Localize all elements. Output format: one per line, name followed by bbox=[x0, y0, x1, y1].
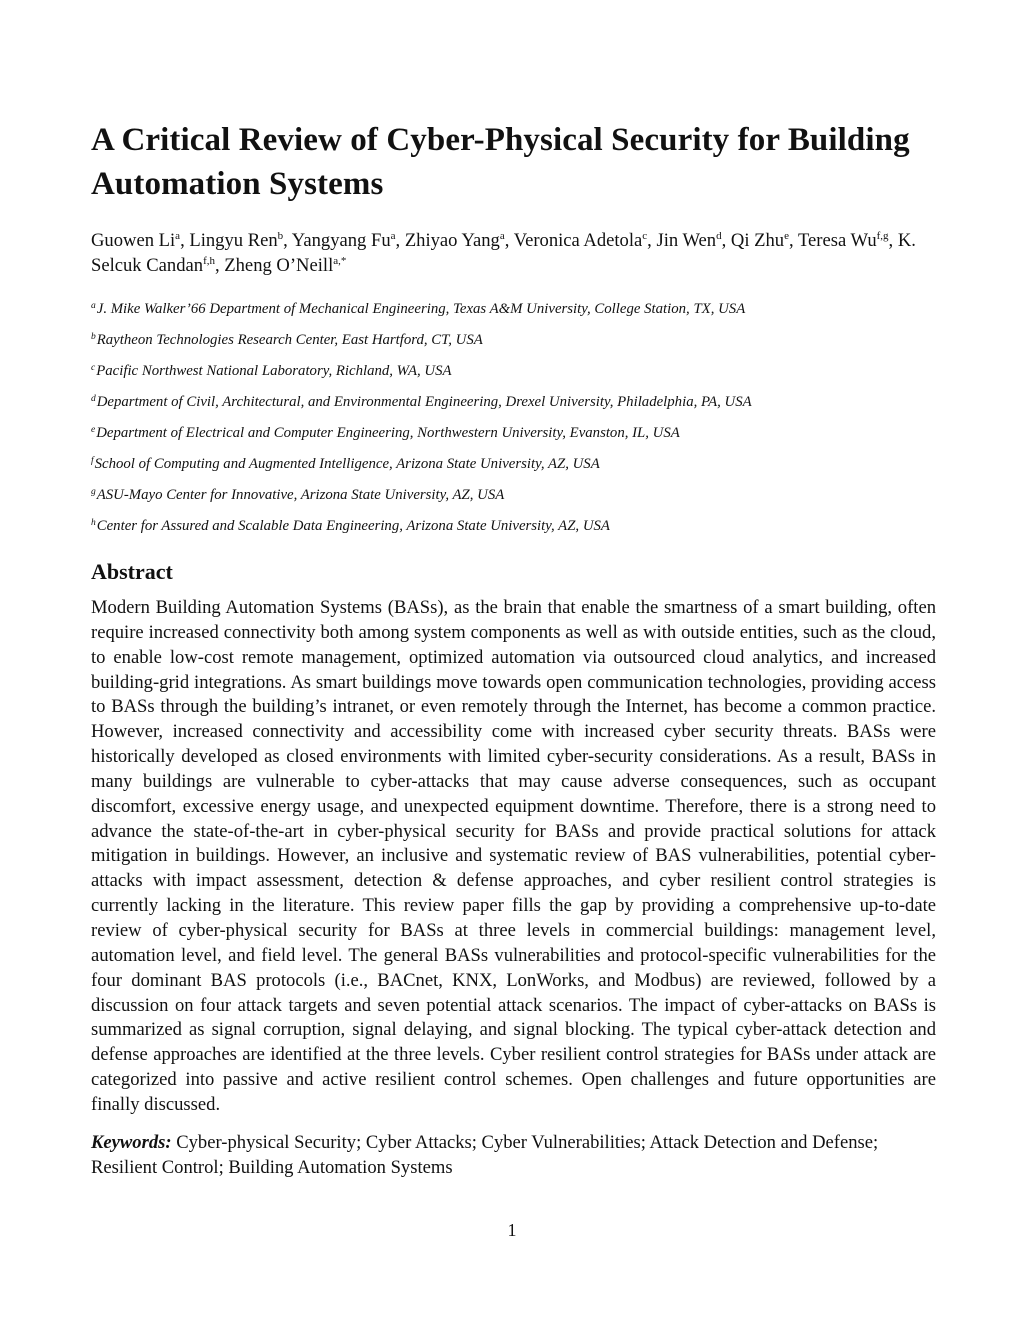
author-separator: , bbox=[788, 230, 798, 251]
author-name: Veronica Adetola bbox=[513, 230, 643, 251]
author-name: Lingyu Ren bbox=[189, 230, 278, 251]
author-affiliation-marker: f,h bbox=[203, 255, 215, 267]
affiliation-key: e bbox=[91, 425, 96, 435]
affiliation-key: h bbox=[91, 518, 96, 528]
author-list bbox=[91, 228, 936, 278]
affiliation-text: Raytheon Technologies Research Center, East Hartford, CT, USA bbox=[96, 332, 483, 348]
affiliation-text: Pacific Northwest National Laboratory, Richland, WA, USA bbox=[96, 363, 452, 379]
author-affiliation-marker: a bbox=[390, 230, 396, 242]
author-name: Yangyang Fu bbox=[291, 230, 391, 251]
affiliation-item bbox=[91, 517, 936, 548]
author-separator: , bbox=[180, 230, 190, 251]
author-separator: , bbox=[214, 255, 225, 276]
affiliation-text: School of Computing and Augmented Intelligence, Arizona State University, AZ, USA bbox=[94, 456, 600, 472]
affiliation-text: Department of Electrical and Computer Engineering, Northwestern University, Evanston, IL, USA bbox=[96, 425, 680, 441]
author bbox=[189, 230, 291, 251]
affiliation-key: b bbox=[91, 332, 96, 342]
author bbox=[514, 230, 657, 251]
affiliation-key: d bbox=[91, 394, 96, 404]
author-separator: , bbox=[647, 230, 657, 251]
author-name: Teresa Wu bbox=[797, 230, 877, 251]
author-affiliation-marker: d bbox=[716, 230, 722, 242]
affiliation-item bbox=[91, 486, 936, 517]
affiliation-item bbox=[91, 455, 936, 486]
affiliation-key: a bbox=[91, 301, 96, 311]
affiliation-key: c bbox=[91, 363, 96, 373]
author-separator: , bbox=[888, 230, 898, 251]
author-name: Qi Zhu bbox=[730, 230, 785, 251]
author-affiliation-marker: c bbox=[642, 230, 648, 242]
author-affiliation-marker: a bbox=[499, 230, 505, 242]
author bbox=[731, 230, 798, 251]
page-number: 1 bbox=[507, 1220, 517, 1240]
abstract-heading: Abstract bbox=[91, 559, 173, 584]
affiliation-item bbox=[91, 331, 936, 362]
author-separator: , bbox=[721, 230, 731, 251]
author bbox=[292, 230, 405, 251]
author-name: Zhiyao Yang bbox=[404, 230, 500, 251]
keywords-line bbox=[91, 1131, 936, 1181]
author-separator: , bbox=[283, 230, 292, 251]
affiliation-key: f bbox=[91, 456, 94, 466]
paper-page bbox=[91, 118, 936, 1180]
affiliation-item bbox=[91, 362, 936, 393]
author bbox=[656, 230, 730, 251]
author-name: Zheng O’Neill bbox=[224, 255, 334, 276]
author bbox=[405, 230, 514, 251]
affiliation-text: ASU-Mayo Center for Innovative, Arizona State University, AZ, USA bbox=[96, 487, 505, 503]
affiliation-text: Department of Civil, Architectural, and Environmental Engineering, Drexel University, Philadelphia, PA, USA bbox=[96, 394, 752, 410]
abstract-text: Modern Building Automation Systems (BASs), as the brain that enable the smartness of a smart building, often require increased connectivity both among system components as well as with outside entities, such as the cloud, to enable low-cost remote management, optimized automation via outsourced cloud analytics, and increased building-grid integrations. As smart buildings move towards open communication technologies, providing access to BASs through the building’s intranet, or even remotely through the Internet, has become a common practice. However, increased connectivity and accessibility come with increased cyber security threats. BASs were historically developed as closed environments with limited cyber-security considerations. As a result, BASs in many buildings are vulnerable to cyber-attacks that may cause adverse consequences, such as occupant discomfort, excessive energy usage, and unexpected equipment downtime. Therefore, there is a strong need to advance the state-of-the-art in cyber-physical security for BASs and provide practical solutions for attack mitigation in buildings. However, an inclusive and systematic review of BAS vulnerabilities, potential cyber-attacks with impact assessment, detection & defense approaches, and cyber resilient control strategies is currently lacking in the literature. This review paper fills the gap by providing a comprehensive up-to-date review of cyber-physical security for BASs at three levels in commercial buildings: management level, automation level, and field level. The general BASs vulnerabilities and protocol-specific vulnerabilities for the four dominant BAS protocols (i.e., BACnet, KNX, LonWorks, and Modbus) are reviewed, followed by a discussion on four attack targets and seven potential attack scenarios. The impact of cyber-attacks on BASs is summarized as signal corruption, signal delaying, and signal blocking. The typical cyber-attack detection and defense approaches are identified at the three levels. Cyber resilient control strategies for BASs under attack are categorized into passive and active resilient control schemes. Open challenges and future opportunities are finally discussed. bbox=[91, 597, 936, 1115]
affiliation-list bbox=[91, 300, 936, 548]
affiliation-item bbox=[91, 424, 936, 455]
author bbox=[798, 230, 898, 251]
author-name: Guowen Li bbox=[91, 230, 176, 251]
affiliation-key: g bbox=[91, 487, 96, 497]
keywords-text: Cyber-physical Security; Cyber Attacks; Cyber Vulnerabilities; Attack Detection and Defense; Resilient Control; Building Automation Systems bbox=[91, 1131, 879, 1178]
affiliation-text: Center for Assured and Scalable Data Engineering, Arizona State University, AZ, USA bbox=[96, 518, 610, 534]
paper-title: A Critical Review of Cyber-Physical Security for Building Automation Systems bbox=[91, 122, 910, 202]
affiliation-text: J. Mike Walker’66 Department of Mechanical Engineering, Texas A&M University, College Station, TX, USA bbox=[96, 301, 746, 317]
keywords-label: Keywords: bbox=[91, 1131, 172, 1153]
author-name: K. Selcuk Candan bbox=[91, 230, 916, 276]
author bbox=[224, 255, 346, 276]
author bbox=[91, 230, 189, 251]
author-affiliation-marker: b bbox=[277, 230, 284, 242]
author-affiliation-marker: e bbox=[784, 230, 789, 242]
author-affiliation-marker: f,g bbox=[876, 230, 889, 242]
author-name: Jin Wen bbox=[656, 230, 717, 251]
author-separator: , bbox=[395, 230, 405, 251]
affiliation-item bbox=[91, 300, 936, 331]
author-separator: , bbox=[504, 230, 514, 251]
author-affiliation-marker: a,* bbox=[333, 255, 347, 267]
author-affiliation-marker: a bbox=[175, 230, 181, 242]
affiliation-item bbox=[91, 393, 936, 424]
